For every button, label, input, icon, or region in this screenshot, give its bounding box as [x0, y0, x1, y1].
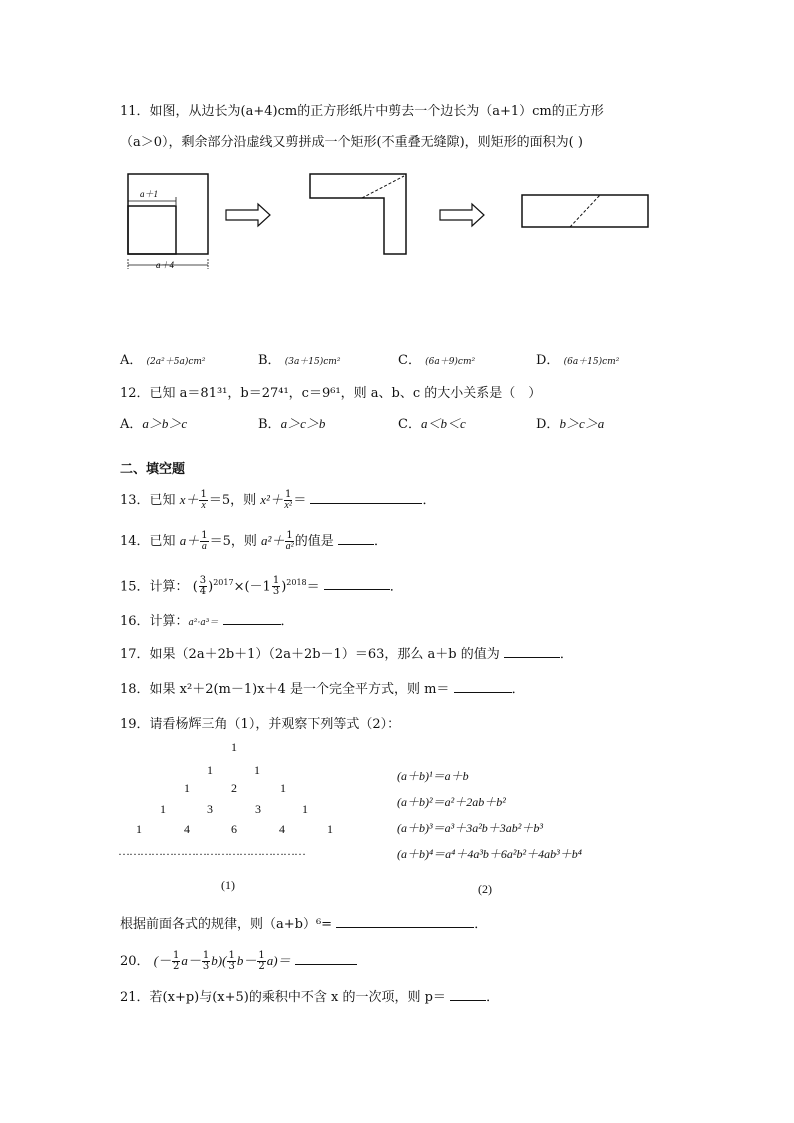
- pascal-r2-1: 2: [231, 781, 237, 795]
- pascal-r4-3: 4: [279, 822, 285, 836]
- pascal-r0-0: 1: [231, 740, 237, 754]
- expansion-2: (a＋b)²＝a²＋2ab＋b²: [397, 795, 506, 809]
- q11-figure: [118, 168, 678, 278]
- expansion-1: (a＋b)¹＝a＋b: [397, 769, 469, 783]
- q19-stem: 19．请看杨辉三角（1），并观察下列等式（2）：: [120, 717, 401, 732]
- q11-line2: （a＞0），剩余部分沿虚线又剪拼成一个矩形(不重叠无缝隙)，则矩形的面积为( ): [120, 135, 583, 150]
- q12-stem: 12．已知 a＝81³¹，b＝27⁴¹，c＝9⁶¹，则 a、b、c 的大小关系是（ ）: [120, 386, 542, 401]
- q18: 18．如果 x²＋2(m－1)x＋4 是一个完全平方式，则 m＝ ．: [120, 682, 525, 697]
- q11-option-d[interactable]: D． (6a＋15)cm²: [536, 353, 620, 368]
- q11-option-c[interactable]: C． (6a＋9)cm²: [398, 353, 476, 368]
- section-fill-in: 二、填空题: [120, 462, 186, 477]
- q12-option-c[interactable]: C．a＜b＜c: [398, 416, 466, 432]
- inner-square: [128, 206, 176, 254]
- l-shape: [310, 174, 406, 254]
- q16: 16．计算：a²·a³＝ ．: [120, 614, 294, 629]
- q19-answer-blank[interactable]: [336, 915, 474, 928]
- pascal-r3-1: 3: [207, 802, 213, 816]
- q12-option-b[interactable]: B．a＞c＞b: [258, 416, 326, 432]
- q13-answer-blank[interactable]: [310, 491, 422, 504]
- q19-ask: 根据前面各式的规律，则（a+b）⁶= ．: [120, 917, 488, 932]
- expansion-4: (a＋b)⁴＝a⁴＋4a³b＋6a²b²＋4ab³＋b⁴: [397, 847, 582, 861]
- pascal-r3-3: 1: [302, 802, 308, 816]
- pascal-r4-1: 4: [184, 822, 190, 836]
- q11-option-a[interactable]: A． (2a²＋5a)cm²: [120, 353, 206, 368]
- q14: 14．已知 a＋ $\frac{1}{a}$ ＝5，则 a²＋ $\frac{1}{\text{a²}}$ 的值是 ．: [120, 530, 387, 552]
- label-figure-2: (2): [478, 882, 492, 896]
- q11-line1: 11．如图，从边长为(a+4)cm的正方形纸片中剪去一个边长为（a+1）cm的正方形: [120, 104, 604, 119]
- q20-answer-blank[interactable]: [295, 952, 357, 965]
- q16-answer-blank[interactable]: [223, 612, 281, 625]
- pascal-r3-2: 3: [255, 802, 261, 816]
- pascal-r2-2: 1: [280, 781, 286, 795]
- arrow-right-icon-2: [440, 204, 484, 226]
- label-figure-1: (1): [221, 878, 235, 892]
- pascal-r4-0: 1: [136, 822, 142, 836]
- pascal-r4-2: 6: [231, 822, 237, 836]
- expansion-3: (a＋b)³＝a³＋3a²b＋3ab²＋b³: [397, 821, 543, 835]
- q21: 21．若(x+p)与(x+5)的乘积中不含 x 的一次项，则 p＝ ．: [120, 990, 500, 1005]
- q15-answer-blank[interactable]: [324, 577, 390, 590]
- pascal-r1-1: 1: [254, 763, 260, 777]
- q11-option-b[interactable]: B． (3a＋15)cm²: [258, 353, 341, 368]
- q21-answer-blank[interactable]: [450, 988, 486, 1001]
- label-a-plus-1: a＋1: [140, 189, 159, 199]
- label-a-plus-4: a＋4: [156, 260, 175, 270]
- pascal-r3-0: 1: [160, 802, 166, 816]
- q20: 20． (－ $\frac{1}{2}$ a－ $\frac{1}{3}$ b)( $\frac{1}{3}$ b－ $\frac{1}{2}$ a)＝: [120, 951, 357, 972]
- pascal-dots: ……………………………………………: [118, 844, 305, 858]
- pascal-r1-0: 1: [207, 763, 213, 777]
- arrow-right-icon: [226, 204, 270, 226]
- q17: 17．如果（2a＋2b＋1）（2a＋2b－1）＝63，那么 a＋b 的值为 ．: [120, 647, 573, 662]
- q12-option-d[interactable]: D．b＞c＞a: [536, 416, 605, 432]
- q12-option-a[interactable]: A．a＞b＞c: [120, 416, 188, 432]
- pascal-r4-4: 1: [327, 822, 333, 836]
- q14-answer-blank[interactable]: [338, 532, 374, 545]
- q15: 15．计算： ( $\frac{3}{4}$ )$^{2017}$×(－1 $\frac{1}{3}$ )$^{2018}$＝ ．: [120, 575, 403, 598]
- pascal-r2-0: 1: [184, 781, 190, 795]
- q17-answer-blank[interactable]: [504, 645, 560, 658]
- q13: 13．已知 x＋ $\frac{1}{x}$ ＝5，则 x²＋ $\frac{1}{\text{x²}}$ ＝ ．: [120, 489, 436, 511]
- q18-answer-blank[interactable]: [454, 680, 512, 693]
- outer-square: [128, 174, 208, 254]
